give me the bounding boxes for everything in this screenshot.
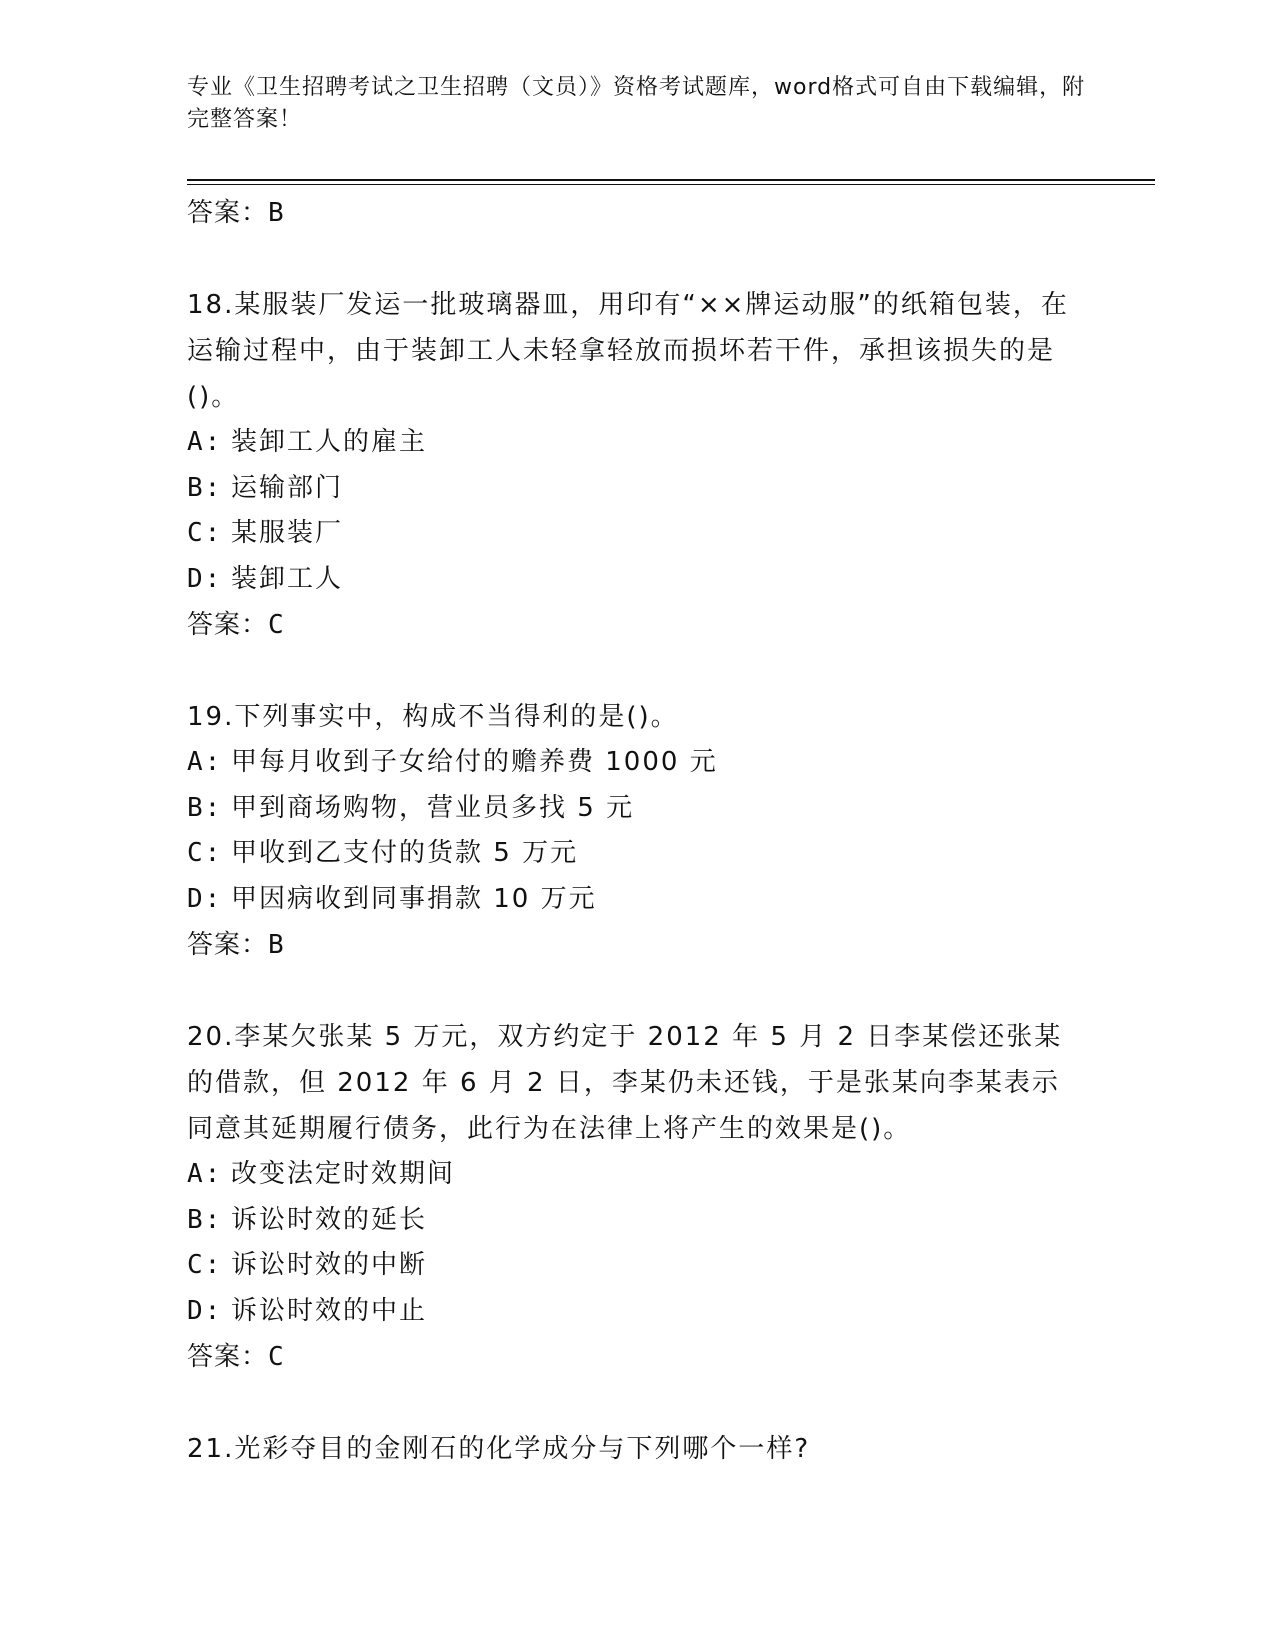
option-label: A:	[187, 1159, 223, 1189]
option-b	[187, 466, 1087, 512]
option-label: A:	[187, 427, 223, 457]
option-text: 诉讼时效的中断	[231, 1250, 428, 1280]
question-text: 20.李某欠张某 5 万元，双方约定于 2012 年 5 月 2 日李某偿还张某的借款，但 2012 年 6 月 2 日，李某仍未还钱，于是张某向李某表示同意其延期履行债务，此行为在法律上将产生的效果是()。	[187, 1022, 1063, 1144]
option-label: D:	[187, 563, 223, 594]
option-label: A:	[187, 747, 223, 777]
option-text: 甲到商场购物，营业员多找 5 元	[231, 792, 635, 823]
option-d	[187, 877, 1087, 923]
option-text: 改变法定时效期间	[231, 1159, 456, 1189]
question-block	[187, 1426, 1087, 1472]
question-text: 18.某服装厂发运一批玻璃器皿，用印有“××牌运动服”的纸箱包装，在运输过程中，由于装卸工人未轻拿轻放而损坏若干件，承担该损失的是()。	[187, 290, 1069, 412]
answer-line: 答案：C	[187, 1342, 285, 1372]
question-block	[187, 1014, 1087, 1380]
option-label: C:	[187, 838, 223, 868]
option-label: D:	[187, 1295, 223, 1326]
question-text: 19.下列事实中，构成不当得利的是()。	[187, 702, 679, 732]
header-divider-thin	[187, 184, 1155, 185]
option-c	[187, 1243, 1087, 1289]
option-d	[187, 1289, 1087, 1335]
option-text: 装卸工人的雇主	[231, 427, 428, 457]
question-block	[187, 282, 1087, 648]
answer-line: 答案：B	[187, 930, 285, 960]
option-label: C:	[187, 518, 223, 548]
option-text: 诉讼时效的延长	[231, 1204, 428, 1235]
question-text: 21.光彩夺目的金刚石的化学成分与下列哪个一样?	[187, 1434, 811, 1464]
option-a	[187, 420, 1087, 466]
option-a	[187, 1152, 1087, 1198]
answer-line: 答案：B	[187, 198, 285, 228]
option-text: 某服装厂	[231, 518, 344, 548]
option-c	[187, 511, 1087, 557]
option-a	[187, 740, 1087, 786]
option-label: B:	[187, 1204, 223, 1235]
option-b	[187, 786, 1087, 832]
option-label: B:	[187, 472, 223, 503]
option-d	[187, 557, 1087, 603]
option-b	[187, 1198, 1087, 1244]
option-label: B:	[187, 792, 223, 823]
document-header: 专业《卫生招聘考试之卫生招聘（文员）》资格考试题库，word格式可自由下载编辑，附完整答案！	[187, 75, 1086, 132]
answer-line: 答案：C	[187, 610, 285, 640]
question-block	[187, 694, 1087, 968]
option-text: 运输部门	[231, 472, 344, 503]
option-text: 甲因病收到同事捐款 10 万元	[231, 883, 597, 914]
option-text: 装卸工人	[231, 563, 344, 594]
header-divider-thick	[187, 179, 1155, 181]
option-text: 甲收到乙支付的货款 5 万元	[231, 838, 579, 868]
option-c	[187, 831, 1087, 877]
option-label: D:	[187, 883, 223, 914]
document-body	[187, 190, 1087, 1472]
option-text: 诉讼时效的中止	[231, 1295, 428, 1326]
option-text: 甲每月收到子女给付的赡养费 1000 元	[231, 747, 718, 777]
option-label: C:	[187, 1250, 223, 1280]
